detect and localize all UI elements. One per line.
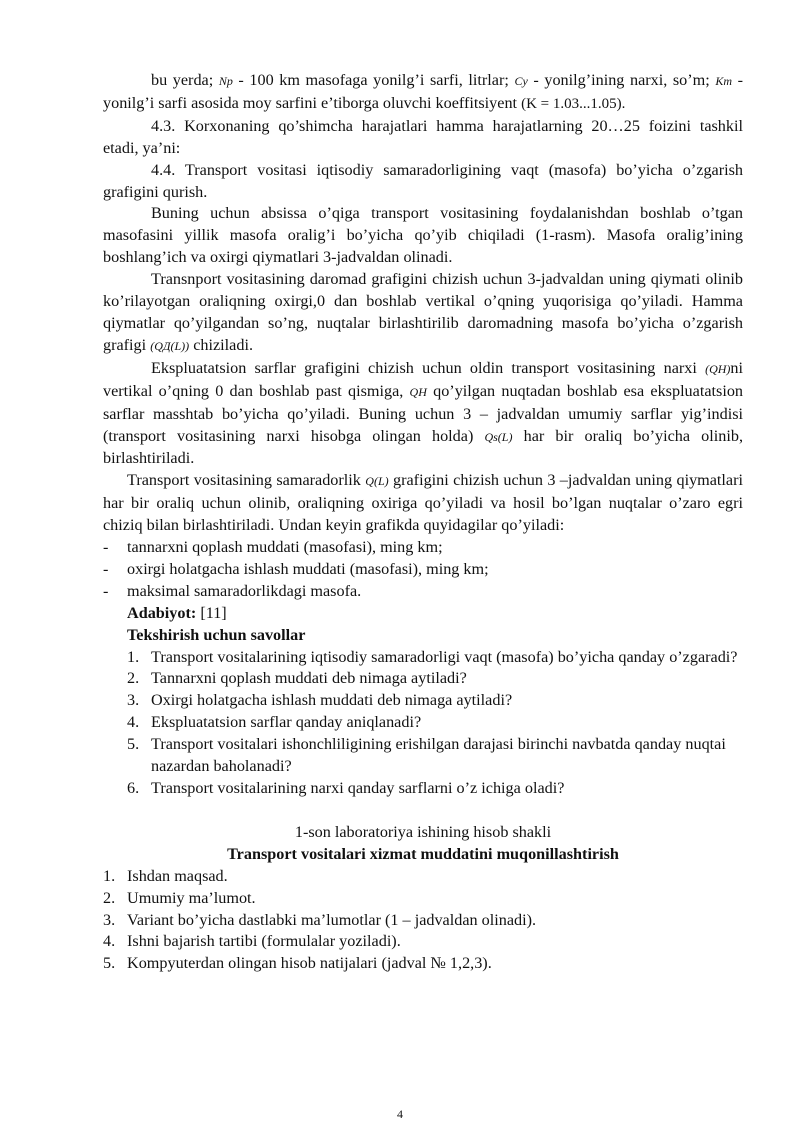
list-item: 3. Oxirgi holatgacha ishlash muddati deb nimaga aytiladi? [127, 691, 513, 710]
list-item: 2. Tannarxni qoplash muddati deb nimaga aytiladi? [127, 669, 467, 688]
text: - 100 km masofaga yonilg’i sarfi, litrlar; [232, 71, 515, 89]
text: Transport vositasining samaradorlik [127, 471, 366, 490]
formula-km: Km [715, 74, 733, 88]
list-item: - maksimal samaradorlikdagi masofa. [103, 581, 743, 603]
text: Transnport vositasining daromad grafigini chizish uchun 3-jadvaldan uning qiymati olinib ko’rilayotgan oraliqning oxirgi,0 dan boshlab vertikal o’qning yuqorisiga qo’yiladi. Hamma qiymatlar qo’yilgandan so’ng, nuqtalar birlashtirilib daromadning masofa bo’yicha o’zgarish grafigi [103, 270, 743, 354]
questions-heading: Tekshirish uchun savollar [127, 625, 306, 644]
list-item: - tannarxni qoplash muddati (masofasi), ming km; [103, 537, 743, 559]
paragraph-4-3: 4.3. Korxonaning qo’shimcha harajatlari hamma harajatlarning 20…25 foizini tashkil etadi, ya’ni: [103, 116, 743, 157]
paragraph-income-graph [103, 269, 743, 358]
formula-qs: Qs(L) [484, 429, 513, 444]
list-item: 2. Umumiy ma’lumot. [103, 888, 256, 907]
text: Ekspluatatsion sarflar grafigini chizish uchun oldin transport vositasining narxi [151, 358, 706, 377]
lab-title: Transport vositalari xizmat muddatini muqonillashtirish [227, 844, 619, 863]
formula-cy: Cy [514, 74, 528, 88]
text: bu yerda; [151, 71, 219, 89]
references-label: Adabiyot: [127, 603, 197, 622]
text: har bir oraliq bo’yicha olinib, birlashtiriladi. [103, 426, 743, 468]
spacer [103, 800, 743, 822]
dash-list [103, 537, 743, 603]
formula-qd: (QД(L)) [150, 338, 190, 353]
text: qo’yilgan nuqtadan boshlab esa ekspluatatsion sarflar masshtab bo’yicha qo’yiladi. Buning uchun 3 – jadvaldan umumiy sarflar yig’indisi (transport vositasining narxi hisobga olingan holda) [103, 381, 744, 445]
list-item: 4. Ishni bajarish tartibi (formulalar yoziladi). [103, 932, 401, 951]
formula-q: Q(L) [365, 474, 389, 489]
page-number: 4 [397, 1107, 403, 1121]
lab-subtitle: 1-son laboratoriya ishining hisob shakli [294, 822, 552, 841]
list-item: 1. Ishdan maqsad. [103, 866, 228, 885]
text: - yonilg’i sarfi asosida moy sarfini e’tiborga oluvchi koeffitsiyent [103, 71, 744, 112]
document-page [103, 70, 743, 975]
list-item: 4. Ekspluatatsion sarflar qanday aniqlanadi? [127, 713, 422, 732]
formula-qh: QH [409, 384, 427, 399]
text: chiziladi. [189, 335, 253, 354]
paragraph-efficiency-graph [103, 470, 743, 537]
text: grafigini chizish uchun 3 –jadvaldan uning qiymatlari har bir oraliq uchun olinib, oraliqning oxiriga qo’yiladi va hosil bo’lgan nuqtalar o’zaro egri chiziq bilan birlashtiriladi. Undan keyin grafikda quyidagilar qo’yiladi: [103, 471, 744, 535]
paragraph-definitions [103, 70, 743, 116]
references-value: [11] [196, 603, 227, 622]
text: ni vertikal o’qning 0 dan boshlab past qismiga, [103, 358, 743, 400]
formula-k-range: (K = 1.03...1.05). [521, 95, 626, 112]
formula-qh: (QH) [705, 361, 731, 376]
references [103, 603, 743, 625]
paragraph-4-4: 4.4. Transport vositasi iqtisodiy samaradorligining vaqt (masofa) bo’yicha o’zgarish grafigini qurish. [103, 160, 743, 201]
questions-list [127, 647, 743, 800]
paragraph-expenses-graph [103, 358, 743, 471]
paragraph-axis: Buning uchun absissa o’qiga transport vositasining foydalanishdan boshlab o’tgan masofasini yillik masofa oralig’i bo’yicha qo’yib chiqiladi (1-rasm). Masofa oralig’ining boshlang’ich va oxirgi qiymatlari 3-jadvaldan olinadi. [103, 204, 743, 267]
list-item: 6. Transport vositalarining narxi qanday sarflarni o’z ichiga oladi? [127, 779, 565, 797]
list-item: 5. Transport vositalari ishonchliligining erishilgan darajasi birinchi navbatda qanday nuqtai nazardan baholanadi? [127, 735, 726, 776]
list-item: 5. Kompyuterdan olingan hisob natijalari (jadval № 1,2,3). [103, 954, 492, 973]
list-item: 1. Transport vositalarining iqtisodiy samaradorligi vaqt (masofa) bo’yicha qanday o’zgaradi? [127, 647, 738, 666]
list-item: - oxirgi holatgacha ishlash muddati (masofasi), ming km; [103, 559, 743, 581]
lab-items-list [103, 866, 743, 976]
formula-np: Np [218, 74, 233, 88]
list-item: 3. Variant bo’yicha dastlabki ma’lumotlar (1 – jadvaldan olinadi). [103, 910, 537, 929]
text: - yonilg’ining narxi, so’m; [527, 71, 716, 89]
